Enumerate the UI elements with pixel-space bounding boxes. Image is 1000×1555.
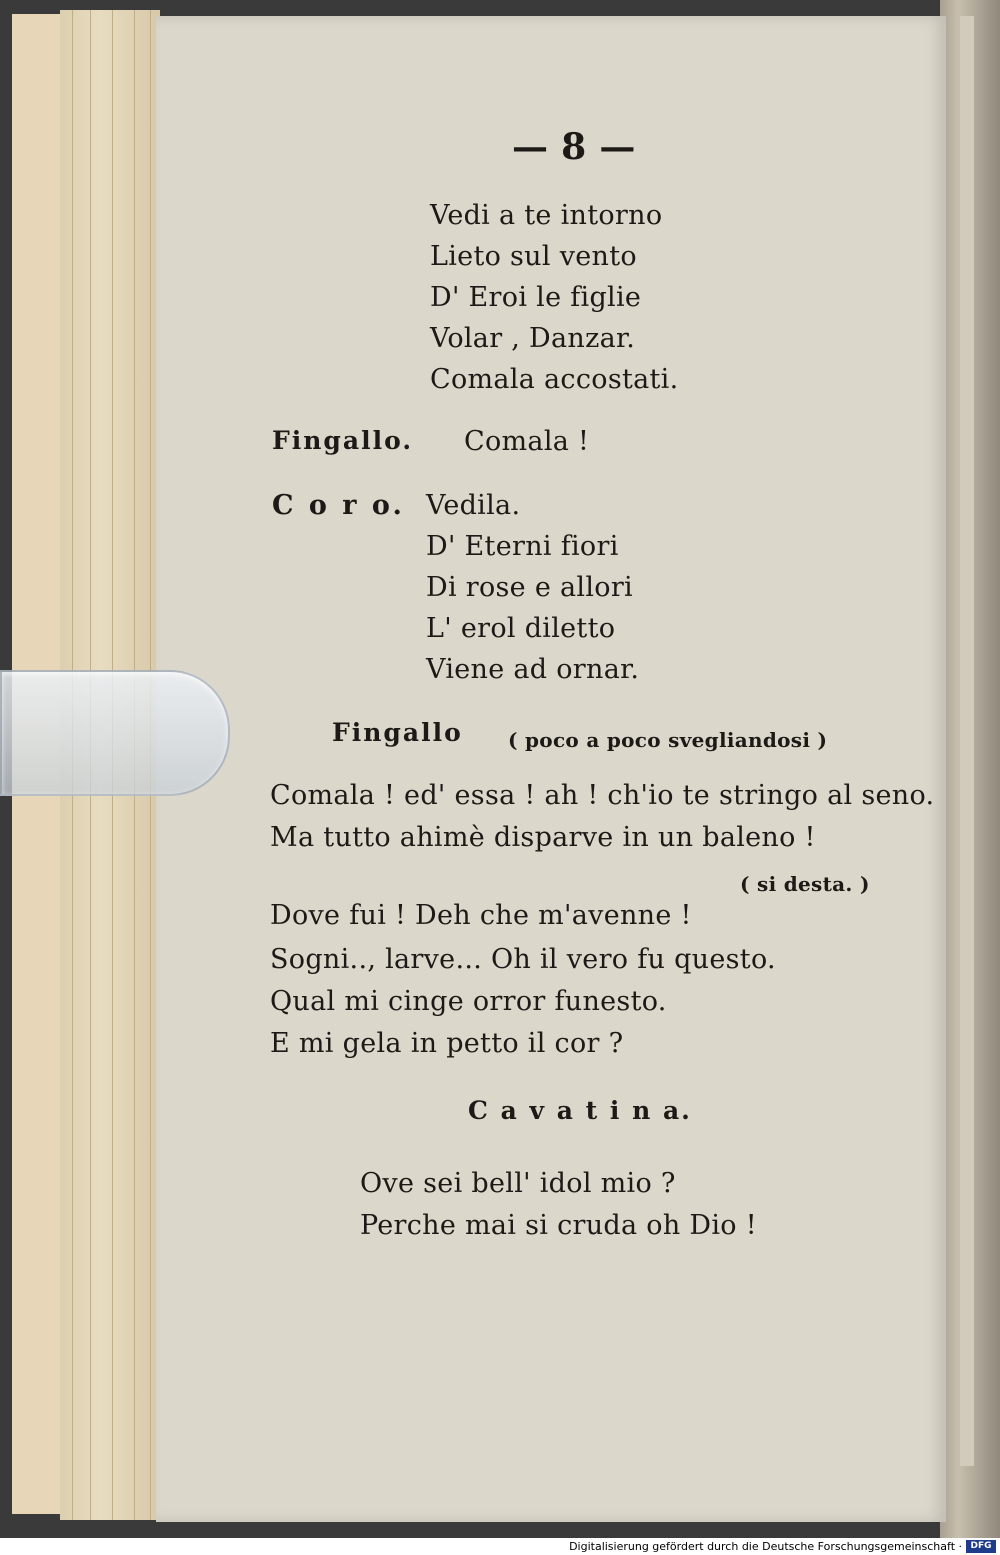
- verse-line: Sogni.., larve... Oh il vero fu questo.: [270, 944, 776, 975]
- stage-direction: ( si desta. ): [740, 872, 870, 896]
- verse-line: Comala accostati.: [430, 364, 679, 395]
- speaker-fingallo: Fingallo.: [272, 426, 414, 455]
- transparent-page-tab: [0, 670, 230, 796]
- verse-line: Dove fui ! Deh che m'avenne !: [270, 900, 692, 931]
- verse-line: Perche mai si cruda oh Dio !: [360, 1210, 757, 1241]
- verse-line: Vedila.: [426, 490, 521, 521]
- stage-direction: ( poco a poco svegliandosi ): [508, 728, 828, 752]
- book-page: [156, 16, 946, 1522]
- verse-line: E mi gela in petto il cor ?: [270, 1028, 624, 1059]
- verse-line: D' Eterni fiori: [426, 531, 619, 562]
- page-number: — 8 —: [512, 126, 636, 168]
- verse-line: Ove sei bell' idol mio ?: [360, 1168, 676, 1199]
- next-page-edge: [960, 16, 974, 1466]
- verse-line: L' erol diletto: [426, 613, 616, 644]
- footer-credit: Digitalisierung gefördert durch die Deutsche Forschungsgemeinschaft ·: [569, 1540, 962, 1553]
- speaker-coro: C o r o.: [272, 490, 405, 521]
- verse-line: Qual mi cinge orror funesto.: [270, 986, 667, 1017]
- verse-line: Ma tutto ahimè disparve in un baleno !: [270, 822, 816, 853]
- verse-line: Comala ! ed' essa ! ah ! ch'io te stringo al seno.: [270, 780, 935, 811]
- verse-line: Vedi a te intorno: [430, 200, 663, 231]
- verse-line: D' Eroi le figlie: [430, 282, 642, 313]
- verse-line: Viene ad ornar.: [426, 654, 640, 685]
- speaker-fingallo: Fingallo: [332, 718, 463, 747]
- verse-line: Volar , Danzar.: [430, 323, 636, 354]
- verse-line: Comala !: [464, 426, 590, 457]
- section-heading-cavatina: C a v a t i n a.: [468, 1096, 692, 1125]
- verse-line: Di rose e allori: [426, 572, 633, 603]
- dfg-logo: DFG: [966, 1540, 996, 1553]
- verse-line: Lieto sul vento: [430, 241, 637, 272]
- footer-bar: [0, 1538, 1000, 1555]
